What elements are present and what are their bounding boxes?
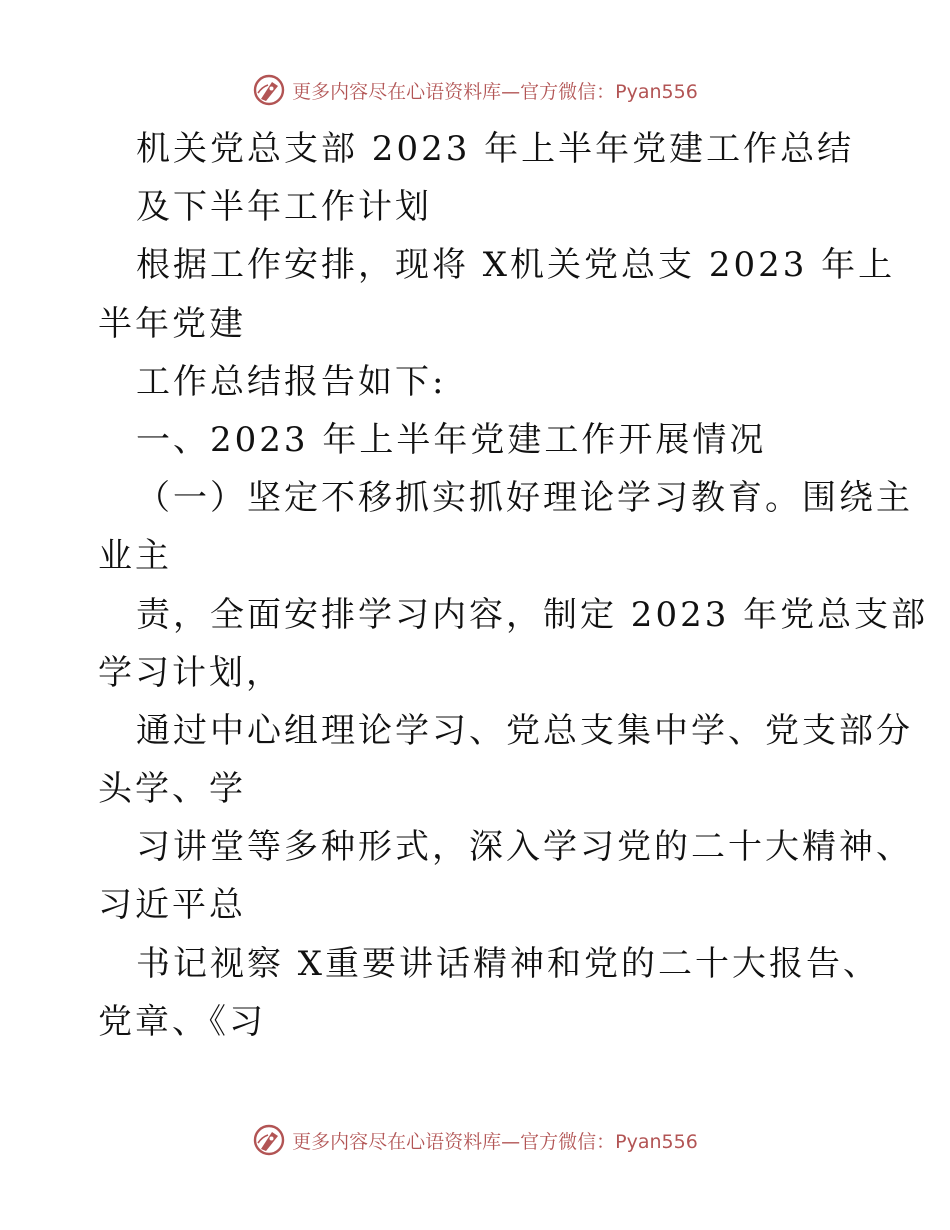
- text-line: 书记视察 X重要讲话精神和党的二十大报告、: [136, 943, 881, 984]
- text-line: 党章、《习: [98, 1001, 266, 1042]
- text-line: 通过中心组理论学习、党总支集中学、党支部分: [136, 710, 913, 751]
- text-line: 习近平总: [98, 885, 246, 926]
- pen-nib-logo-icon: [252, 73, 286, 107]
- text-line: 习讲堂等多种形式，深入学习党的二十大精神、: [136, 827, 913, 868]
- document-body: [98, 120, 929, 1051]
- watermark-text: 更多内容尽在心语资料库—官方微信：Pyan556: [292, 80, 698, 103]
- text-line: 根据工作安排，现将 X机关党总支 2023 年上: [136, 245, 896, 286]
- footer-watermark: [0, 1120, 950, 1160]
- text-line: 及下半年工作计划: [136, 187, 432, 228]
- text-line: 责，全面安排学习内容，制定 2023 年党总支部: [136, 594, 929, 635]
- text-line: 半年党建: [98, 303, 246, 344]
- text-line: 机关党总支部 2023 年上半年党建工作总结: [136, 129, 855, 169]
- text-line: 一、2023 年上半年党建工作开展情况: [136, 419, 767, 460]
- header-watermark: [0, 70, 950, 110]
- text-line: 工作总结报告如下:: [136, 361, 447, 402]
- pen-nib-logo-icon: [252, 1123, 286, 1157]
- text-line: 头学、学: [98, 769, 246, 810]
- text-line: 业主: [98, 536, 172, 577]
- watermark-text: 更多内容尽在心语资料库—官方微信：Pyan556: [292, 1130, 698, 1153]
- text-line: （一）坚定不移抓实抓好理论学习教育。围绕主: [136, 478, 913, 519]
- text-line: 学习计划，: [98, 652, 283, 693]
